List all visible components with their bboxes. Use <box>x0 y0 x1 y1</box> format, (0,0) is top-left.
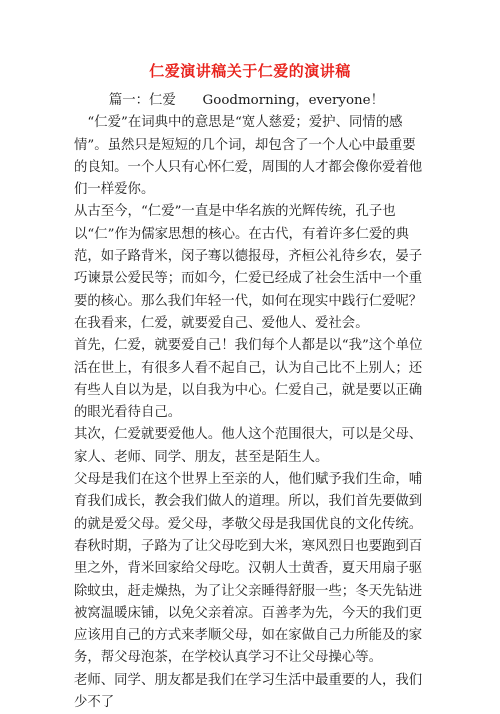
document-title: 仁爱演讲稿关于仁爱的演讲稿 <box>149 62 351 80</box>
paragraph-1: “仁爱”在词典中的意思是“宽人慈爱；爱护、同情的感情”。虽然只是短短的几个词，却包含了一个人心中最重要的良知。一个人只有心怀仁爱，周围的人才都会像你爱着他们一样爱你。 <box>74 115 423 198</box>
paragraph-6: 父母是我们在这个世界上至亲的人，他们赋予我们生命，哺育我们成长，教会我们做人的道理。所以，我们首先要做到的就是爱父母。爱父母，孝敬父母是我国优良的文化传统。春秋时期，子路为了让父母吃到大米，寒风烈日也要跑到百里之外，背米回家给父母吃。汉朝人士黄香，夏天用扇子驱除蚊虫，赶走燥热，为了让父亲睡得舒服一些；冬天先钻进被窝温暖床铺，以免父亲着凉。百善孝为先，今天的我们更应该用自己的方式来孝顺父母，如在家做自己力所能及的家务，帮父母泡茶，在学校认真学习不让父母操心等。 <box>74 472 423 666</box>
paragraph-7: 老师、同学、朋友都是我们在学习生活中最重要的人，我们少不了 <box>74 672 423 711</box>
paragraph-4: 首先，仁爱，就要爱自己！我们每个人都是以“我”这个单位活在世上，有很多人看不起自己，认为自己比不上别人；还有些人自以为是，以自我为中心。仁爱自己，就是要以正确的眼光看待自己。 <box>74 338 423 421</box>
paragraph-5: 其次，仁爱就要爱他人。他人这个范围很大，可以是父母、家人、老师、同学、朋友，甚至是陌生人。 <box>74 427 423 465</box>
paragraph-3: 在我看来，仁爱，就要爱自己、爱他人、爱社会。 <box>74 315 369 331</box>
document-body <box>74 90 426 714</box>
paragraph-2: 从古至今，“仁爱”一直是中华名族的光辉传统，孔子也以“仁”作为儒家思想的核心。在古代，有着许多仁爱的典范，如子路背米，闵子骞以德报母，齐桓公礼待乡农，晏子巧谏景公爱民等；而如今，仁爱已经成了社会生活中一个重要的核心。那么我们年轻一代，如何在现实中践行仁爱呢？ <box>74 204 423 309</box>
subtitle: 篇一：仁爱 Goodmorning，everyone！ <box>108 93 384 108</box>
